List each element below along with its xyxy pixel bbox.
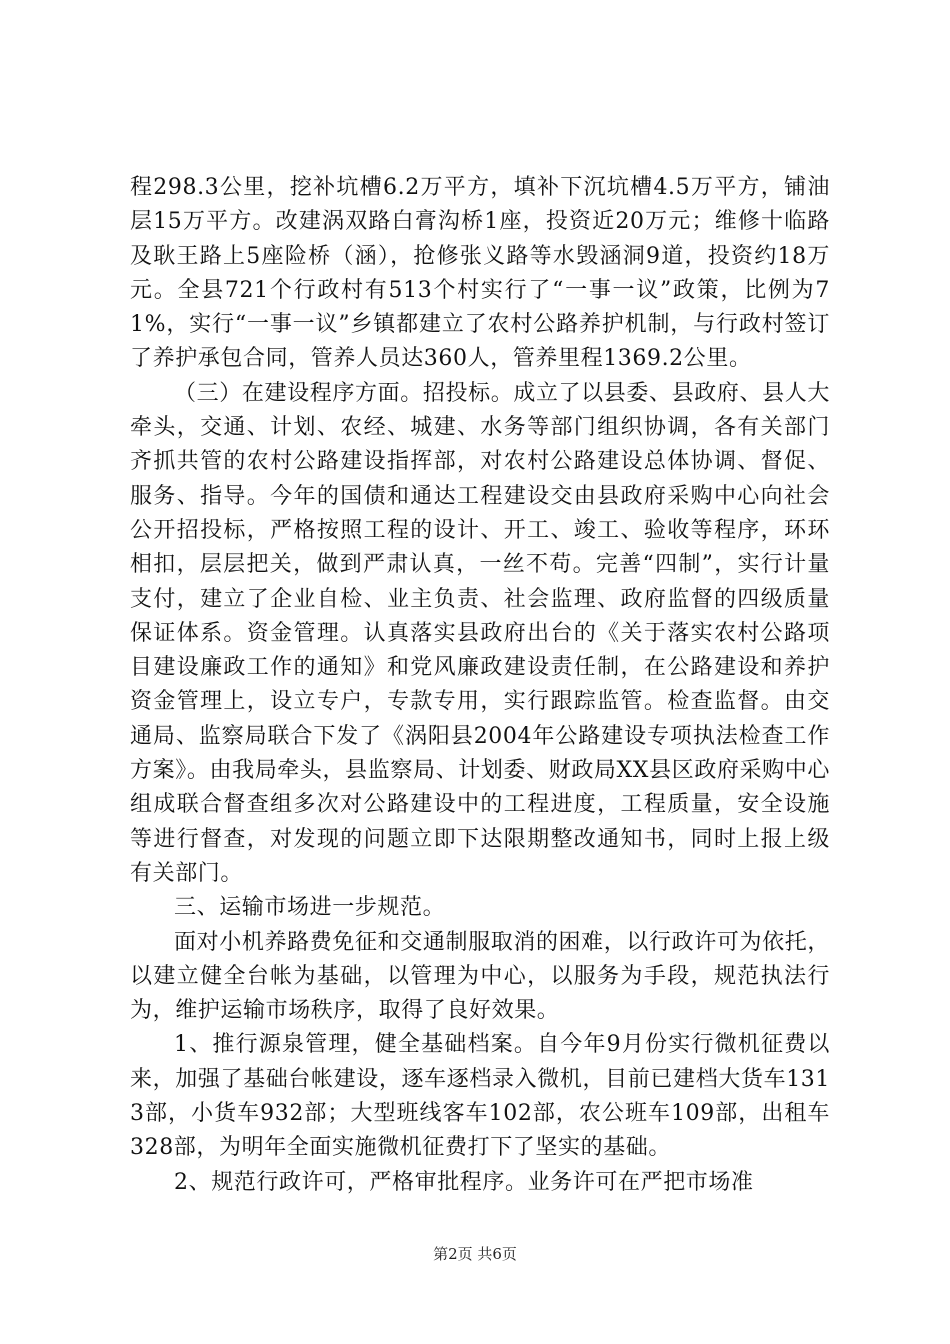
paragraph-1: 程298.3公里，挖补坑槽6.2万平方，填补下沉坑槽4.5万平方，铺油层15万平方。改建涡双路白膏沟桥1座，投资近20万元；维修十临路及耿王路上5座险桥（涵），抢修张义路等水毁涵洞9道，投资约18万元。全县721个行政村有513个村实行了“一事一议”政策，比例为71%，实行“一事一议”乡镇都建立了农村公路养护机制，与行政村签订了养护承包合同，管养人员达360人，管养里程1369.2公里。 — [130, 175, 830, 372]
paragraph-5: 1、推行源泉管理，健全基础档案。自今年9月份实行微机征费以来，加强了基础台帐建设，逐车逐档录入微机，目前已建档大货车1313部，小货车932部；大型班线客车102部，农公班车109部，出租车328部，为明年全面实施微机征费打下了坚实的基础。 — [130, 1032, 830, 1161]
document-body — [130, 171, 830, 1200]
section-heading: 三、运输市场进一步规范。 — [174, 895, 446, 921]
paragraph-6: 2、规范行政许可，严格审批程序。业务许可在严把市场准 — [174, 1169, 754, 1195]
paragraph-2: （三）在建设程序方面。招投标。成立了以县委、县政府、县人大牵头，交通、计划、农经、城建、水务等部门组织协调，各有关部门齐抓共管的农村公路建设指挥部，对农村公路建设总体协调、督促、服务、指导。今年的国债和通达工程建设交由县政府采购中心向社会公开招投标，严格按照工程的设计、开工、竣工、验收等程序，环环相扣，层层把关，做到严肃认真，一丝不苟。完善“四制”，实行计量支付，建立了企业自检、业主负责、社会监理、政府监督的四级质量保证体系。资金管理。认真落实县政府出台的《关于落实农村公路项目建设廉政工作的通知》和党风廉政建设责任制，在公路建设和养护资金管理上，设立专户，专款专用，实行跟踪监管。检查监督。由交通局、监察局联合下发了《涡阳县2004年公路建设专项执法检查工作方案》。由我局牵头，县监察局、计划委、财政局XX县区政府采购中心组成联合督查组多次对公路建设中的工程进度，工程质量，安全设施等进行督查，对发现的问题立即下达限期整改通知书，同时上报上级有关部门。 — [130, 380, 830, 886]
paragraph-4: 面对小机养路费免征和交通制服取消的困难，以行政许可为依托，以建立健全台帐为基础，以管理为中心，以服务为手段，规范执法行为，维护运输市场秩序，取得了良好效果。 — [130, 929, 830, 1024]
page-number-footer: 第2页 共6页 — [433, 1245, 517, 1263]
